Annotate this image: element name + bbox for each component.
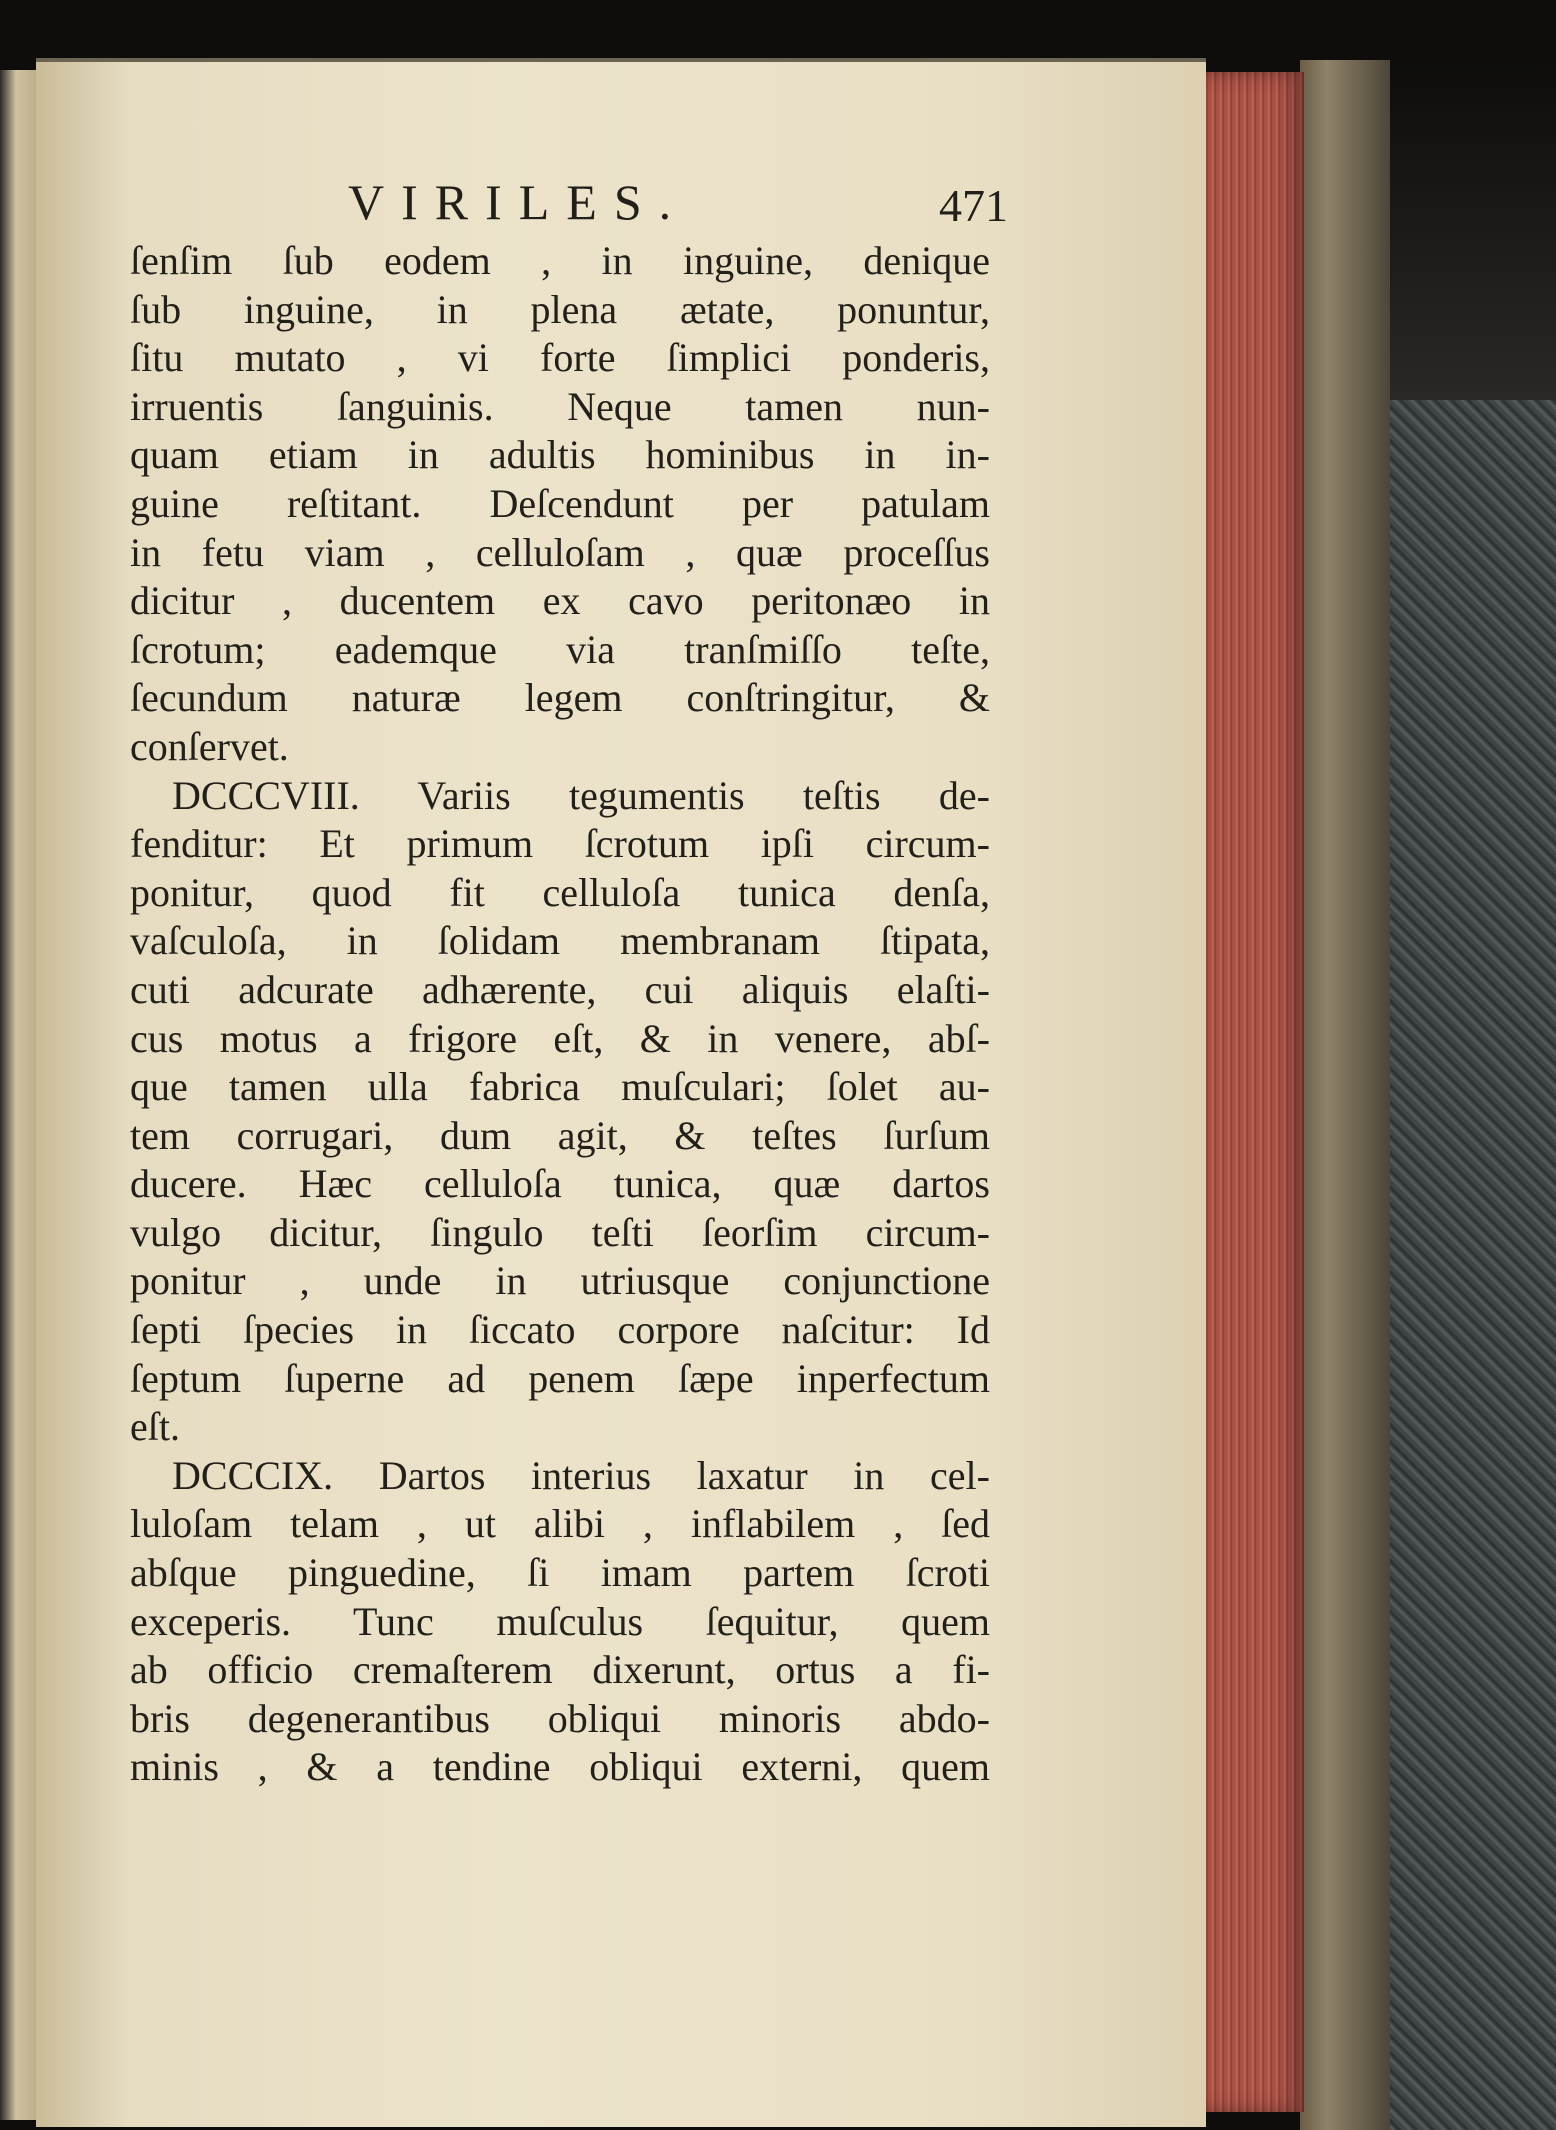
text-line: ſcrotum; eademque via tranſmiſſo teſte, xyxy=(130,626,990,672)
text-line: ſub inguine, in plena ætate, ponuntur, xyxy=(130,286,990,332)
text-line: guine reſtitant. Deſcendunt per patulam xyxy=(130,480,990,526)
text-line: cus motus a frigore eſt, & in venere, abſ- xyxy=(130,1015,990,1061)
text-line: minis , & a tendine obliqui externi, quem xyxy=(130,1744,990,1790)
text-line: ſeptum ſuperne ad penem ſæpe inperfectum xyxy=(130,1355,990,1401)
text-line: cuti adcurate adhærente, cui aliquis elaſti- xyxy=(130,966,990,1012)
text-line: fenditur: Et primum ſcrotum ipſi circum- xyxy=(130,821,990,867)
text-line: ducere. Hæc celluloſa tunica, quæ dartos xyxy=(130,1161,990,1207)
facing-page-edge xyxy=(0,70,40,2120)
text-line: ſitu mutato , vi forte ſimplici ponderis, xyxy=(130,335,990,381)
text-line: vaſculoſa, in ſolidam membranam ſtipata, xyxy=(130,918,990,964)
text-line: DCCCVIII. Variis tegumentis teſtis de- xyxy=(172,772,990,818)
text-line: luloſam telam , ut alibi , inflabilem , ſed xyxy=(130,1501,990,1547)
text-line: dicitur , ducentem ex cavo peritonæo in xyxy=(130,578,990,624)
text-line: DCCCIX. Dartos interius laxatur in cel- xyxy=(172,1452,990,1498)
running-head xyxy=(128,172,1008,232)
text-line: quam etiam in adultis hominibus in in- xyxy=(130,432,990,478)
text-line: bris degenerantibus obliqui minoris abdo- xyxy=(130,1695,990,1741)
text-line: abſque pinguedine, ſi imam partem ſcroti xyxy=(130,1550,990,1596)
text-line: ſecundum naturæ legem conſtringitur, & xyxy=(130,675,990,721)
book-cover-edge xyxy=(1300,60,1390,2130)
text-line: ponitur, quod fit celluloſa tunica denſa, xyxy=(130,869,990,915)
running-head-title: VIRILES. xyxy=(348,174,689,230)
text-line: ponitur , unde in utriusque conjunctione xyxy=(130,1258,990,1304)
text-line: ſepti ſpecies in ſiccato corpore naſcitur: Id xyxy=(130,1307,990,1353)
text-line: ſenſim ſub eodem , in inguine, denique xyxy=(130,238,990,283)
text-line: exceperis. Tunc muſculus ſequitur, quem xyxy=(130,1598,990,1644)
text-line: conſervet. xyxy=(130,723,289,769)
text-line: vulgo dicitur, ſingulo teſti ſeorſim circum- xyxy=(130,1209,990,1255)
text-line: tem corrugari, dum agit, & teſtes ſurſum xyxy=(130,1112,990,1158)
red-page-edges xyxy=(1194,72,1304,2112)
text-line: ab officio cremaſterem dixerunt, ortus a fi- xyxy=(130,1647,990,1693)
page-number: 471 xyxy=(939,180,1008,231)
text-line: irruentis ſanguinis. Neque tamen nun- xyxy=(130,383,990,429)
page-text-body xyxy=(130,237,990,1792)
text-line: eſt. xyxy=(130,1404,180,1450)
text-line: in fetu viam , celluloſam , quæ proceſſus xyxy=(130,529,990,575)
text-line: que tamen ulla fabrica muſculari; ſolet au- xyxy=(130,1064,990,1110)
